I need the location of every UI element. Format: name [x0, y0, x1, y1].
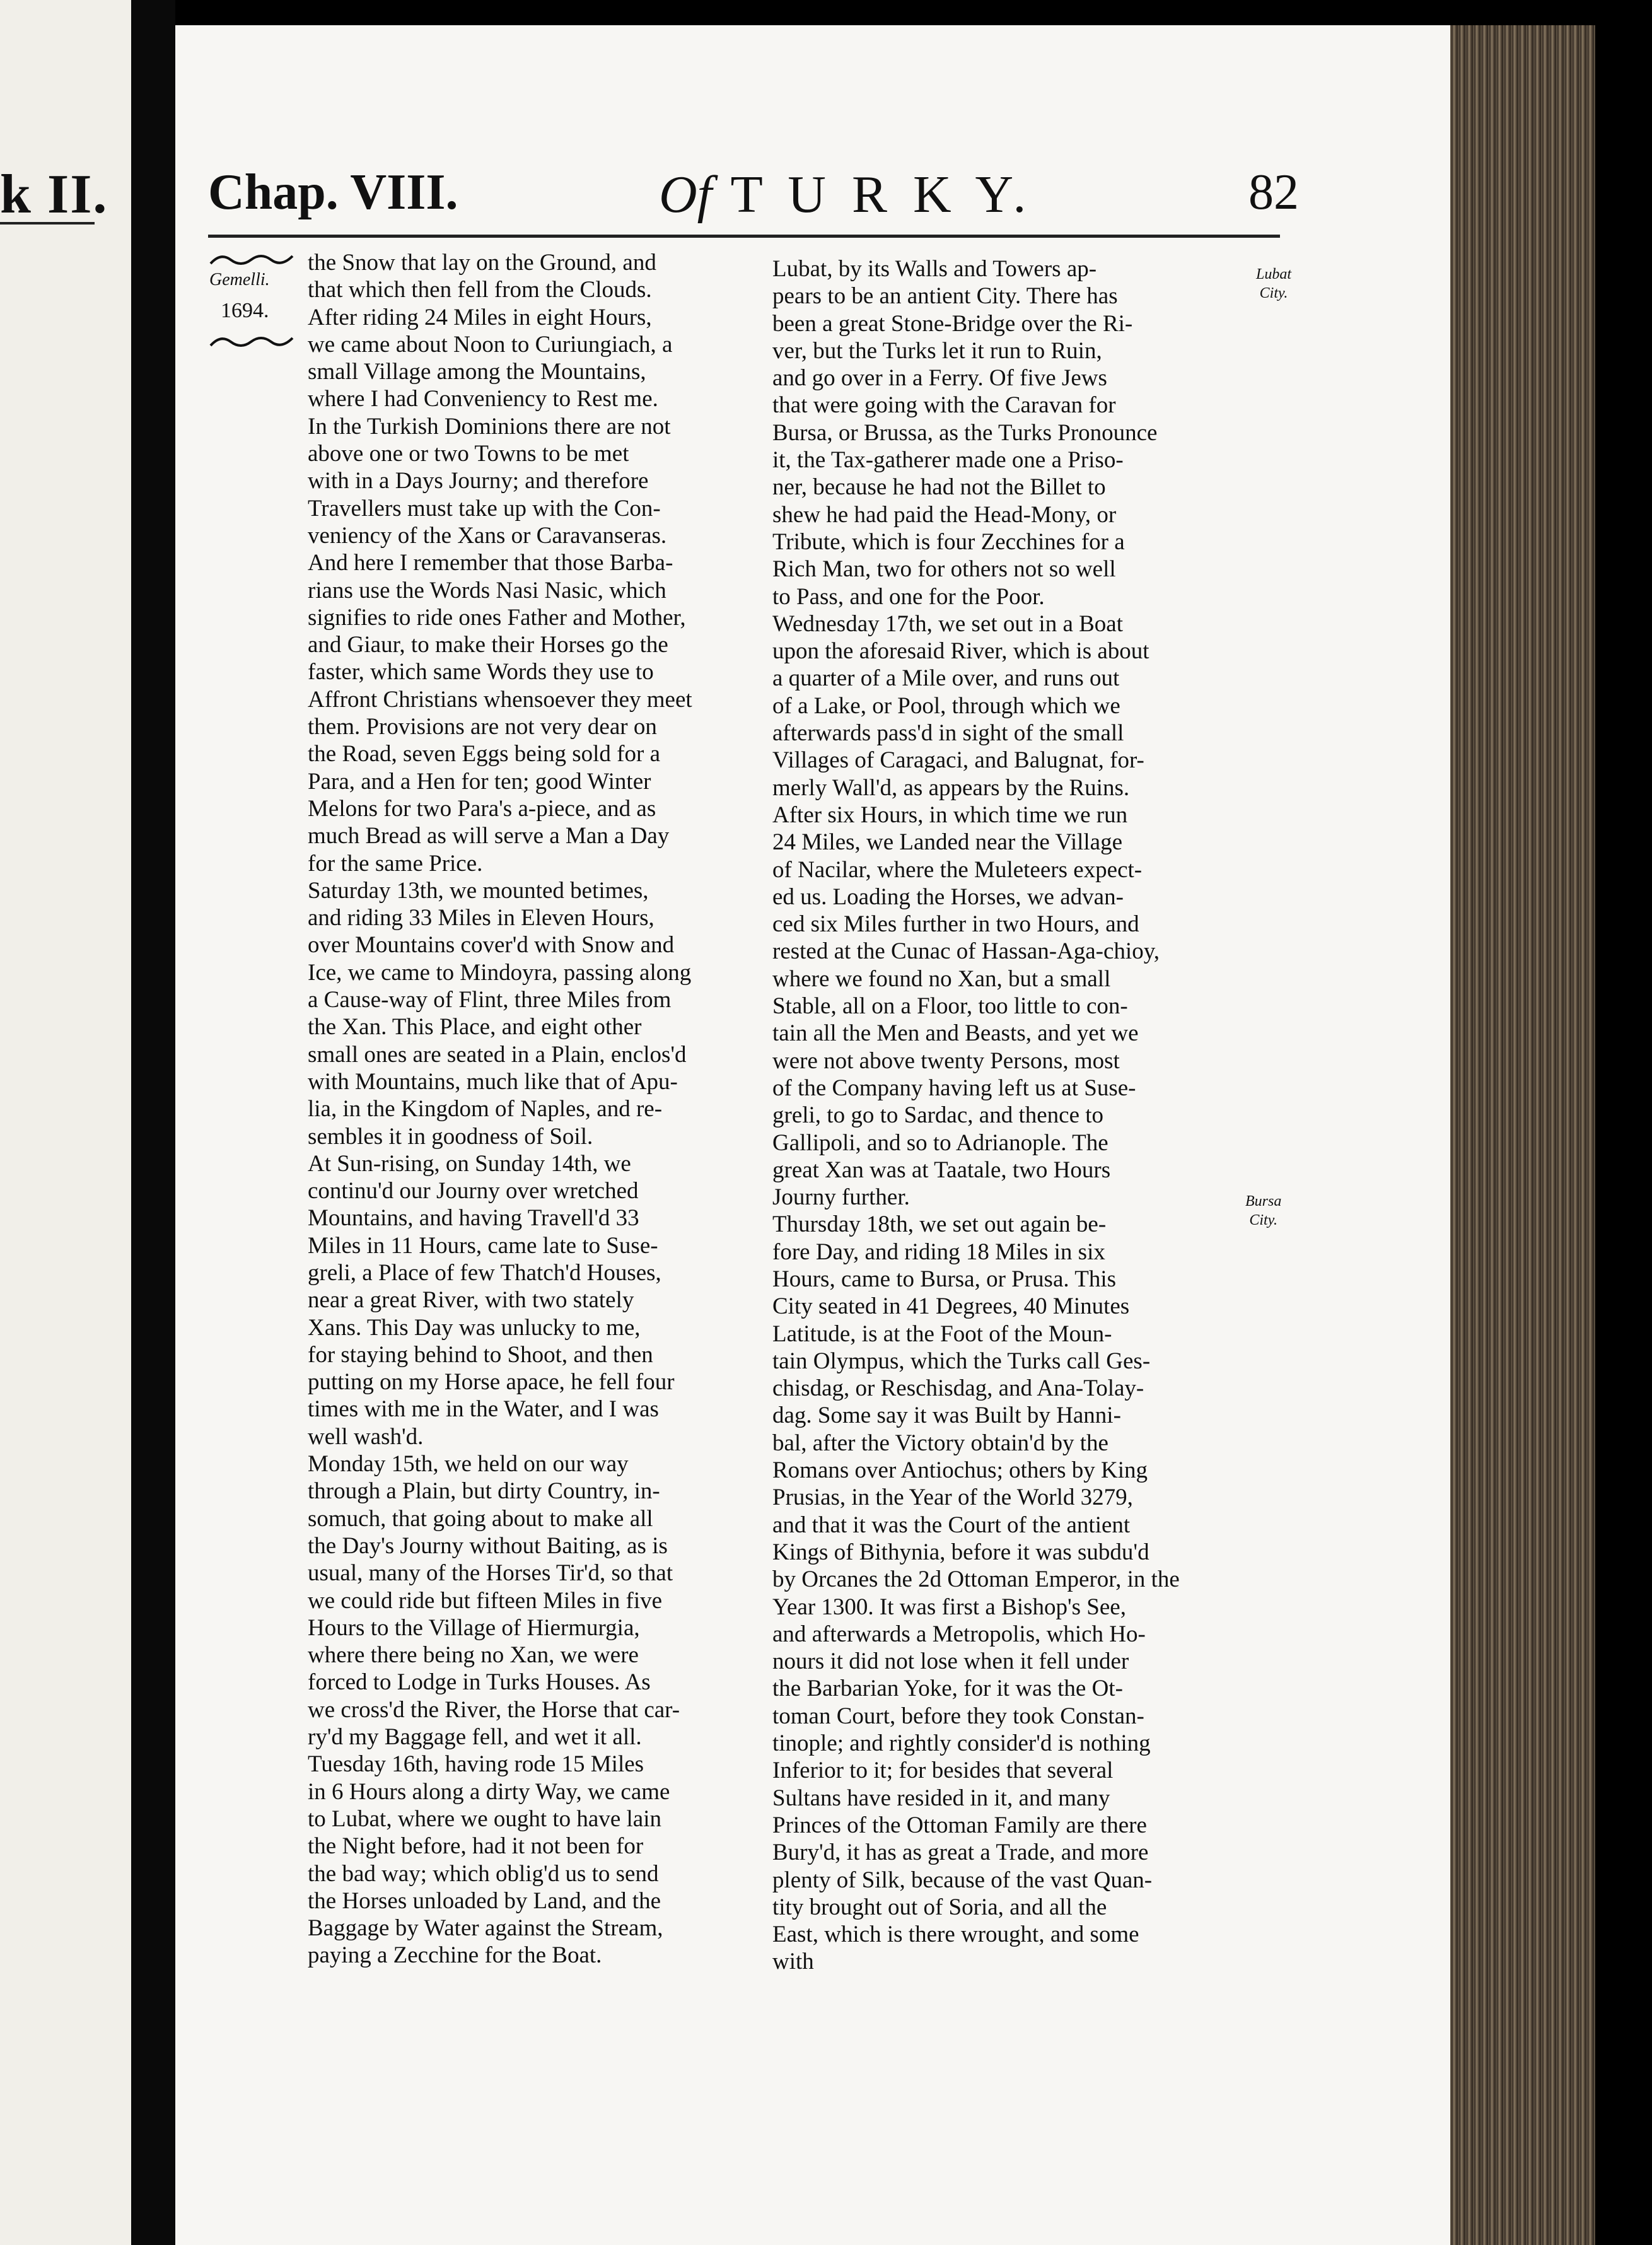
text-line: that were going with the Caravan for	[772, 392, 1116, 419]
text-line: shew he had paid the Head-Mony, or	[772, 501, 1117, 528]
text-line: the bad way; which oblig'd us to send	[308, 1860, 659, 1887]
text-line: afterwards pass'd in sight of the small	[772, 720, 1124, 747]
text-line: for staying behind to Shoot, and then	[308, 1341, 653, 1368]
text-line: the Day's Journy without Baiting, as is	[308, 1532, 668, 1559]
previous-page-rule	[0, 222, 95, 224]
text-line: small Village among the Mountains,	[308, 359, 646, 385]
page-number: 82	[1248, 165, 1299, 220]
text-line: and Giaur, to make their Horses go the	[308, 632, 668, 658]
text-line: After six Hours, in which time we run	[772, 802, 1128, 828]
text-line: much Bread as will serve a Man a Day	[308, 823, 670, 849]
text-line: near a great River, with two stately	[308, 1287, 634, 1314]
text-line: forced to Lodge in Turks Houses. As	[308, 1669, 651, 1696]
text-line: that which then fell from the Clouds.	[308, 277, 652, 303]
text-line: Rich Man, two for others not so well	[772, 556, 1116, 583]
text-line: Wednesday 17th, we set out in a Boat	[772, 610, 1124, 637]
text-line: ver, but the Turks let it run to Ruin,	[772, 337, 1102, 364]
text-line: chisdag, or Reschisdag, and Ana-Tolay-	[772, 1375, 1144, 1402]
text-line: we cross'd the River, the Horse that car-	[308, 1696, 680, 1723]
text-line: Travellers must take up with the Con-	[308, 495, 661, 522]
text-line: where there being no Xan, we were	[308, 1642, 639, 1669]
text-line: rested at the Cunac of Hassan-Aga-chioy,	[772, 938, 1160, 965]
text-line: tain Olympus, which the Turks call Ges-	[772, 1348, 1151, 1374]
text-line: Lubat, by its Walls and Towers ap-	[772, 256, 1097, 282]
text-line: toman Court, before they took Constan-	[772, 1703, 1144, 1729]
text-line: ner, because he had not the Billet to	[772, 474, 1106, 501]
text-line: pears to be an antient City. There has	[772, 283, 1118, 310]
text-line: tinople; and rightly consider'd is nothing	[772, 1730, 1151, 1757]
text-line: and riding 33 Miles in Eleven Hours,	[308, 905, 654, 931]
text-line: City seated in 41 Degrees, 40 Minutes	[772, 1293, 1130, 1320]
text-line: Journy further.	[772, 1184, 910, 1211]
text-line: ed us. Loading the Horses, we advan-	[772, 883, 1124, 910]
text-line: a Cause-way of Flint, three Miles from	[308, 987, 672, 1013]
text-line: were not above twenty Persons, most	[772, 1047, 1120, 1074]
text-line: over Mountains cover'd with Snow and	[308, 932, 675, 959]
text-line: paying a Zecchine for the Boat.	[308, 1942, 602, 1969]
text-line: ced six Miles further in two Hours, and	[772, 911, 1139, 938]
text-line: been a great Stone-Bridge over the Ri-	[772, 310, 1133, 337]
text-line: of a Lake, or Pool, through which we	[772, 692, 1120, 719]
text-line: to Pass, and one for the Poor.	[772, 583, 1045, 610]
text-line: above one or two Towns to be met	[308, 441, 629, 467]
text-line: And here I remember that those Barba-	[308, 550, 673, 576]
text-line: continu'd our Journy over wretched	[308, 1178, 639, 1204]
text-line: the Xan. This Place, and eight other	[308, 1014, 642, 1041]
ornament-top	[209, 251, 294, 269]
text-line: Mountains, and having Travell'd 33	[308, 1205, 639, 1232]
text-line: the Snow that lay on the Ground, and	[308, 250, 656, 276]
margin-note-line: City.	[1249, 1212, 1277, 1228]
text-line: Hours, came to Bursa, or Prusa. This	[772, 1266, 1116, 1292]
text-line: Melons for two Para's a-piece, and as	[308, 795, 656, 822]
text-line: Bursa, or Brussa, as the Turks Pronounce	[772, 419, 1158, 446]
text-line: with in a Days Journy; and therefore	[308, 468, 649, 494]
text-line: Inferior to it; for besides that several	[772, 1758, 1114, 1784]
text-line: Para, and a Hen for ten; good Winter	[308, 768, 651, 795]
text-line: the Barbarian Yoke, for it was the Ot-	[772, 1676, 1123, 1702]
text-line: usual, many of the Horses Tir'd, so that	[308, 1560, 673, 1587]
text-line: of the Company having left us at Suse-	[772, 1075, 1136, 1101]
title-text: T U R K Y.	[730, 165, 1033, 224]
previous-page-header: k II.	[0, 164, 108, 225]
text-line: to Lubat, where we ought to have lain	[308, 1805, 661, 1832]
text-line: Tribute, which is four Zecchines for a	[772, 528, 1125, 555]
text-line: Affront Christians whensoever they meet	[308, 686, 692, 713]
text-line: through a Plain, but dirty Country, in-	[308, 1478, 660, 1505]
text-line: with	[772, 1949, 814, 1975]
text-line: In the Turkish Dominions there are not	[308, 413, 671, 440]
margin-note-bursa	[1245, 1192, 1281, 1230]
text-line: Ice, we came to Mindoyra, passing along	[308, 959, 692, 986]
text-line: and go over in a Ferry. Of five Jews	[772, 365, 1107, 392]
text-line: for the same Price.	[308, 850, 483, 877]
text-line: bal, after the Victory obtain'd by the	[772, 1430, 1108, 1456]
margin-note-lubat	[1256, 265, 1291, 303]
margin-note-line: City.	[1259, 285, 1288, 301]
margin-note-year: 1694.	[221, 299, 269, 322]
text-line: Thursday 18th, we set out again be-	[772, 1211, 1107, 1238]
text-line: the Road, seven Eggs being sold for a	[308, 741, 660, 767]
text-line: Tuesday 16th, having rode 15 Miles	[308, 1751, 644, 1778]
text-line: merly Wall'd, as appears by the Ruins.	[772, 774, 1130, 801]
running-header	[208, 164, 1299, 233]
previous-page-edge	[0, 0, 131, 2245]
text-line: it, the Tax-gatherer made one a Priso-	[772, 447, 1124, 474]
text-line: faster, which same Words they use to	[308, 659, 654, 685]
text-line: lia, in the Kingdom of Naples, and re-	[308, 1096, 663, 1122]
running-title	[659, 164, 1032, 225]
book-gutter	[131, 0, 175, 2245]
text-line: we could ride but fifteen Miles in five	[308, 1587, 663, 1614]
text-line: by Orcanes the 2d Ottoman Emperor, in the	[772, 1566, 1180, 1593]
text-line: 24 Miles, we Landed near the Village	[772, 829, 1122, 856]
text-line: tity brought out of Soria, and all the	[772, 1894, 1107, 1920]
ornament-bottom	[209, 333, 294, 351]
text-line: veniency of the Xans or Caravanseras.	[308, 522, 667, 549]
chapter-label: Chap. VIII.	[208, 165, 458, 220]
text-line: Romans over Antiochus; others by King	[772, 1457, 1148, 1484]
text-line: the Horses unloaded by Land, and the	[308, 1887, 661, 1914]
text-line: fore Day, and riding 18 Miles in six	[772, 1239, 1105, 1265]
text-line: we came about Noon to Curiungiach, a	[308, 331, 673, 358]
text-line: At Sun-rising, on Sunday 14th, we	[308, 1150, 631, 1177]
text-line: the Night before, had it not been for	[308, 1833, 644, 1860]
text-line: them. Provisions are not very dear on	[308, 714, 657, 740]
text-line: Hours to the Village of Hiermurgia,	[308, 1614, 640, 1641]
text-line: somuch, that going about to make all	[308, 1505, 653, 1532]
title-of: Of	[659, 165, 712, 224]
text-line: Latitude, is at the Foot of the Moun-	[772, 1321, 1112, 1347]
text-line: Bury'd, it has as great a Trade, and more	[772, 1840, 1149, 1866]
text-line: well wash'd.	[308, 1423, 424, 1450]
text-line: plenty of Silk, because of the vast Quan-	[772, 1867, 1153, 1893]
text-line: of Nacilar, where the Muleteers expect-	[772, 856, 1143, 883]
text-line: sembles it in goodness of Soil.	[308, 1123, 593, 1150]
text-line: greli, a Place of few Thatch'd Houses,	[308, 1259, 661, 1286]
text-line: East, which is there wrought, and some	[772, 1921, 1139, 1948]
text-line: greli, to go to Sardac, and thence to	[772, 1102, 1104, 1129]
text-line: where I had Conveniency to Rest me.	[308, 386, 658, 412]
text-line: Baggage by Water against the Stream,	[308, 1915, 663, 1942]
text-line: Saturday 13th, we mounted betimes,	[308, 877, 649, 904]
text-line: ry'd my Baggage fell, and wet it all.	[308, 1724, 642, 1751]
text-line: small ones are seated in a Plain, enclos'd	[308, 1041, 687, 1068]
margin-note-line: Bursa	[1245, 1193, 1282, 1210]
text-line: Xans. This Day was unlucky to me,	[308, 1314, 641, 1341]
text-line: where we found no Xan, but a small	[772, 965, 1111, 992]
text-line: After riding 24 Miles in eight Hours,	[308, 304, 652, 330]
text-line: in 6 Hours along a dirty Way, we came	[308, 1778, 670, 1805]
text-line: great Xan was at Taatale, two Hours	[772, 1157, 1111, 1183]
text-line: Year 1300. It was first a Bishop's See,	[772, 1594, 1126, 1620]
text-line: putting on my Horse apace, he fell four	[308, 1369, 675, 1396]
header-rule	[208, 235, 1280, 238]
page-edges	[1450, 25, 1595, 2245]
left-column	[308, 249, 768, 1969]
text-line: dag. Some say it was Built by Hanni-	[772, 1402, 1121, 1429]
text-line: times with me in the Water, and I was	[308, 1396, 659, 1423]
text-line: Prusias, in the Year of the World 3279,	[772, 1484, 1133, 1511]
text-line: Gallipoli, and so to Adrianople. The	[772, 1129, 1108, 1156]
text-line: Princes of the Ottoman Family are there	[772, 1812, 1147, 1838]
text-line: Villages of Caragaci, and Balugnat, for-	[772, 747, 1144, 774]
text-line: signifies to ride ones Father and Mother,	[308, 604, 686, 631]
text-line: rians use the Words Nasi Nasic, which	[308, 577, 666, 604]
text-line: tain all the Men and Beasts, and yet we	[772, 1020, 1139, 1047]
text-line: Miles in 11 Hours, came late to Suse-	[308, 1232, 658, 1259]
text-line: Monday 15th, we held on our way	[308, 1451, 629, 1478]
text-line: and afterwards a Metropolis, which Ho-	[772, 1621, 1146, 1647]
text-line: a quarter of a Mile over, and runs out	[772, 665, 1120, 692]
text-line: Sultans have resided in it, and many	[772, 1785, 1110, 1811]
text-line: upon the aforesaid River, which is about	[772, 638, 1149, 665]
margin-note-line: Lubat	[1256, 266, 1292, 283]
right-column	[772, 255, 1233, 1976]
margin-note-gemelli: Gemelli.	[209, 270, 270, 289]
text-line: nours it did not lose when it fell under	[772, 1648, 1129, 1675]
text-line: Stable, all on a Floor, too little to con-	[772, 993, 1128, 1020]
text-line: and that it was the Court of the antient	[772, 1512, 1131, 1538]
text-line: with Mountains, much like that of Apu-	[308, 1068, 678, 1095]
text-line: Kings of Bithynia, before it was subdu'd	[772, 1539, 1149, 1565]
